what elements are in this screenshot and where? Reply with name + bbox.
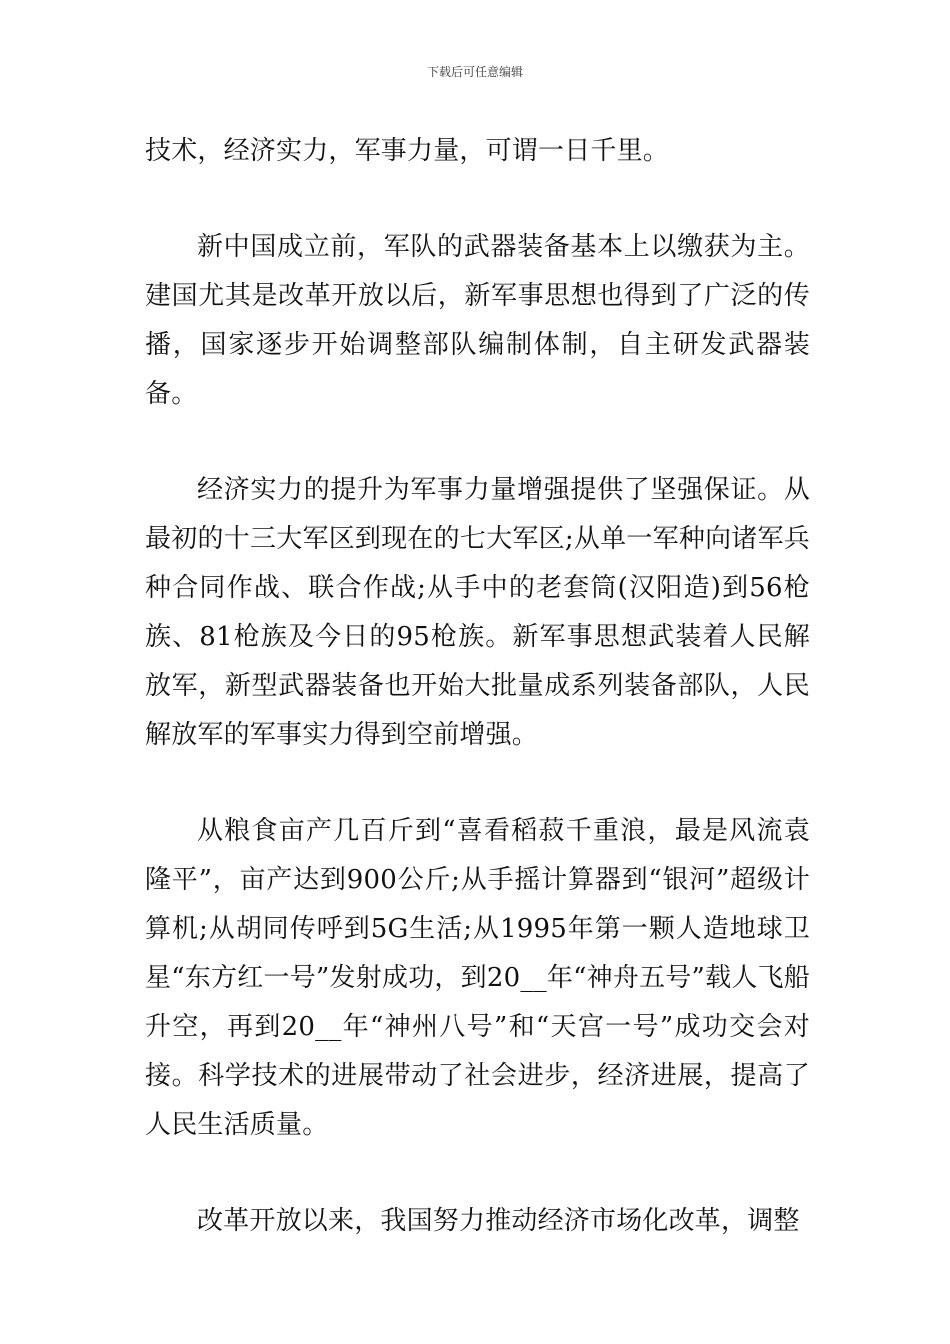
- paragraph-gap: [145, 176, 810, 223]
- paragraph-economic-strength: 经济实力的提升为军事力量增强提供了坚强保证。从最初的十三大军区到现在的七大军区;从单一军种向诸军兵种合同作战、联合作战;从手中的老套筒(汉阳造)到56枪族、81枪族及今日的95枪族。新军事思想武装着人民解放军，新型武器装备也开始大批量成系列装备部队，人民解放军的军事实力得到空前增强。: [145, 475, 810, 750]
- paragraph-military-equipment: 新中国成立前，军队的武器装备基本上以缴获为主。建国尤其是改革开放以后，新军事思想也得到了广泛的传播，国家逐步开始调整部队编制体制，自主研发武器装备。: [145, 232, 810, 409]
- paragraph-gap: [145, 760, 810, 807]
- paragraph-gap: [145, 419, 810, 466]
- paragraph-science-technology: 从粮食亩产几百斤到“喜看稻菽千重浪，最是风流袁隆平”，亩产达到900公斤;从手摇计算器到“银河”超级计算机;从胡同传呼到5G生活;从1995年第一颗人造地球卫星“东方红一号”发射成功，到20__年“神舟五号”载人飞船升空，再到20__年“神州八号”和“天宫一号”成功交会对接。科学技术的进展带动了社会进步，经济进展，提高了人民生活质量。: [145, 816, 810, 1140]
- paragraph-gap: [145, 1150, 810, 1197]
- paragraph-reform-opening: 改革开放以来，我国努力推动经济市场化改革，调整: [197, 1206, 800, 1236]
- page-header: 下载后可任意编辑: [426, 65, 523, 79]
- document-body: [145, 127, 810, 1246]
- paragraph-continuation: 技术，经济实力，军事力量，可谓一日千里。: [145, 136, 670, 166]
